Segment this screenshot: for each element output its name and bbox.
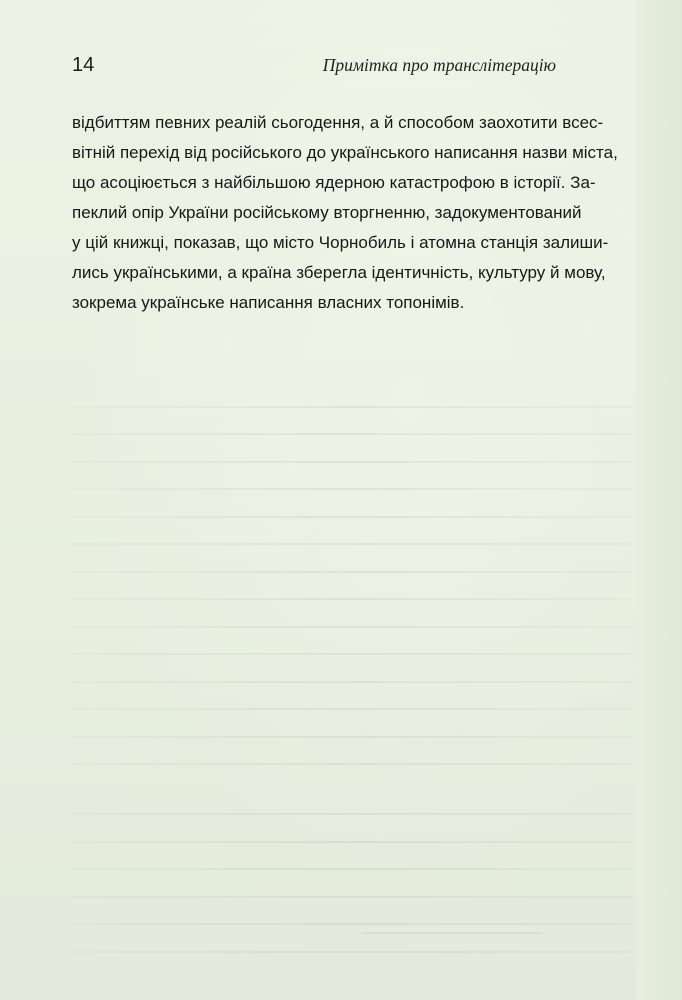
page-header: [72, 48, 556, 78]
text-line: у цій книжці, показав, що місто Чорнобиль і атомна станція залиши-: [72, 233, 609, 252]
text-line: пеклий опір України російському вторгненню, задокументований: [72, 203, 582, 222]
text-line: лись українськими, а країна зберегла ідентичність, культуру й мову,: [72, 263, 606, 282]
show-through-text: [72, 380, 632, 970]
text-line: зокрема українське написання власних топонімів.: [72, 293, 465, 312]
text-line: відбиттям певних реалій сьогодення, а й способом заохотити всес-: [72, 113, 604, 132]
page-number: 14: [72, 54, 95, 76]
text-line: що асоціюється з найбільшою ядерною катастрофою в історії. За-: [72, 173, 596, 192]
page-edge-shadow: [636, 0, 682, 1000]
text-line: вітній перехід від російського до українського написання назви міста,: [72, 143, 618, 162]
body-paragraph: [72, 108, 634, 318]
running-title: Примітка про транслітерацію: [322, 55, 556, 75]
